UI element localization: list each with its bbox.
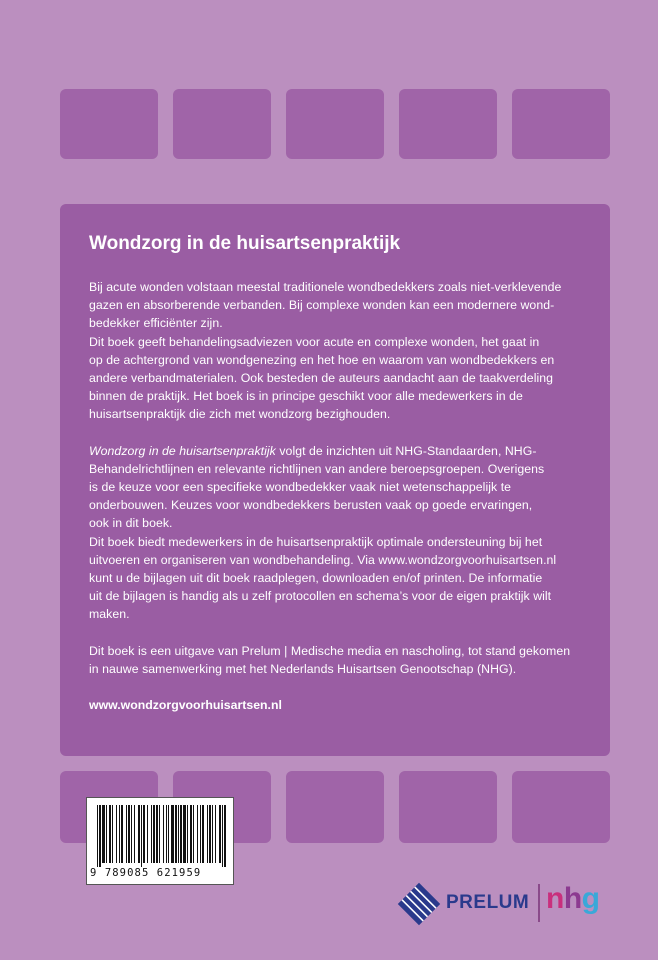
prelum-logo-icon bbox=[397, 882, 441, 926]
book-title-italic: Wondzorg in de huisartsenpraktijk bbox=[89, 443, 276, 458]
text-line: ook in dit boek. bbox=[89, 516, 173, 531]
nhg-letter: h bbox=[563, 882, 582, 915]
decorative-tile bbox=[399, 89, 497, 159]
barcode-bar bbox=[193, 805, 194, 863]
barcode-bar bbox=[202, 805, 204, 863]
text-line: huisartsenpraktijk die zich met wondzorg bezighouden. bbox=[89, 407, 391, 422]
publisher-paragraph bbox=[89, 642, 582, 678]
barcode-bars bbox=[95, 805, 227, 867]
barcode-bar bbox=[153, 805, 155, 863]
barcode-bar bbox=[168, 805, 169, 863]
barcode-bar bbox=[197, 805, 198, 863]
text-segment: volgt de inzichten uit NHG-Standaarden, NHG- bbox=[275, 443, 537, 458]
text-line: uit de bijlagen is handig als u zelf protocollen en schema’s voor de eigen praktijk wilt bbox=[89, 589, 552, 604]
barcode-bar bbox=[97, 805, 98, 867]
barcode-bar bbox=[190, 805, 192, 863]
barcode-bar bbox=[126, 805, 127, 863]
barcode-bar bbox=[224, 805, 226, 867]
logo-divider bbox=[538, 884, 540, 922]
text-line: op de achtergrond van wondgenezing en het hoe en waarom van wondbedekkers en bbox=[89, 352, 555, 367]
isbn-barcode bbox=[86, 797, 234, 885]
barcode-bar bbox=[200, 805, 201, 863]
barcode-bar bbox=[156, 805, 158, 863]
text-line: maken. bbox=[89, 607, 130, 622]
text-line: Dit boek biedt medewerkers in de huisartsenpraktijk optimale ondersteuning bij het bbox=[89, 534, 543, 549]
barcode-bar bbox=[143, 805, 145, 863]
book-title: Wondzorg in de huisartsenpraktijk bbox=[89, 233, 401, 254]
intro-paragraph bbox=[89, 278, 582, 424]
text-line: Behandelrichtlijnen en relevante richtlijnen van andere beroepsgroepen. Overigens bbox=[89, 461, 545, 476]
barcode-bar bbox=[102, 805, 105, 863]
barcode-bar bbox=[209, 805, 211, 863]
barcode-bar bbox=[219, 805, 221, 863]
text-line: gazen en absorberende verbanden. Bij complexe wonden kan een modernere wond- bbox=[89, 298, 555, 313]
decorative-tile bbox=[286, 89, 384, 159]
text-line: bedekker efficiënter zijn. bbox=[89, 316, 223, 331]
barcode-bar bbox=[121, 805, 123, 863]
text-line: Bij acute wonden volstaan meestal traditionele wondbedekkers zoals niet-verklevende bbox=[89, 280, 562, 294]
barcode-bar bbox=[106, 805, 107, 863]
website-url: www.wondzorgvoorhuisartsen.nl bbox=[89, 698, 282, 713]
barcode-bar bbox=[171, 805, 174, 863]
nhg-letter: n bbox=[546, 882, 564, 915]
text-line: uitvoeren en organiseren van wondbehandeling. Via www.wondzorgvoorhuisartsen.nl bbox=[89, 552, 557, 567]
barcode-bar bbox=[112, 805, 113, 863]
barcode-bar bbox=[131, 805, 132, 863]
nhg-logo bbox=[546, 880, 599, 918]
barcode-bar bbox=[215, 805, 216, 863]
barcode-bar bbox=[166, 805, 167, 863]
barcode-bar bbox=[175, 805, 177, 863]
barcode-bar bbox=[151, 805, 152, 863]
text-line: onderbouwen. Keuzes voor wondbedekkers berusten vaak op goede ervaringen, bbox=[89, 498, 533, 513]
barcode-bar bbox=[163, 805, 164, 863]
text-line: andere verbandmaterialen. Ook besteden de auteurs aandacht aan de taakverdeling bbox=[89, 371, 554, 386]
isbn-number: 9 789085 621959 bbox=[90, 867, 202, 879]
barcode-bar bbox=[141, 805, 142, 867]
barcode-bar bbox=[128, 805, 130, 863]
guidelines-paragraph bbox=[89, 442, 582, 624]
decorative-tile bbox=[512, 771, 610, 843]
text-line: kunt u de bijlagen uit dit boek raadplegen, downloaden en/of printen. De informatie bbox=[89, 571, 543, 586]
text-line: binnen de praktijk. Het boek is in principe geschikt voor alle medewerkers in de bbox=[89, 389, 523, 404]
decorative-tile bbox=[286, 771, 384, 843]
text-line: is de keuze voor een specifieke wondbedekker vaak niet wetenschappelijk te bbox=[89, 480, 512, 495]
text-line: Dit boek is een uitgave van Prelum | Medische media en nascholing, tot stand gekomen bbox=[89, 643, 571, 658]
decorative-tile bbox=[399, 771, 497, 843]
prelum-wordmark: PRELUM bbox=[446, 892, 530, 913]
decorative-tile bbox=[173, 89, 271, 159]
barcode-bar bbox=[159, 805, 160, 863]
barcode-bar bbox=[147, 805, 148, 863]
barcode-bar bbox=[187, 805, 188, 863]
barcode-bar bbox=[119, 805, 120, 863]
barcode-bar bbox=[222, 805, 223, 867]
barcode-bar bbox=[207, 805, 208, 863]
barcode-bar bbox=[99, 805, 101, 867]
barcode-bar bbox=[138, 805, 140, 863]
nhg-letter: g bbox=[581, 882, 600, 915]
barcode-bar bbox=[178, 805, 179, 863]
text-line bbox=[89, 442, 582, 460]
barcode-bar bbox=[180, 805, 182, 863]
barcode-bar bbox=[183, 805, 186, 863]
barcode-bar bbox=[109, 805, 111, 863]
decorative-tile bbox=[512, 89, 610, 159]
barcode-bar bbox=[212, 805, 213, 863]
barcode-bar bbox=[116, 805, 117, 863]
barcode-bar bbox=[134, 805, 135, 863]
text-line: Dit boek geeft behandelingsadviezen voor acute en complexe wonden, het gaat in bbox=[89, 334, 540, 349]
decorative-tile bbox=[60, 89, 158, 159]
back-cover-text-panel bbox=[60, 204, 610, 756]
text-line: in nauwe samenwerking met het Nederlands Huisartsen Genootschap (NHG). bbox=[89, 661, 517, 676]
